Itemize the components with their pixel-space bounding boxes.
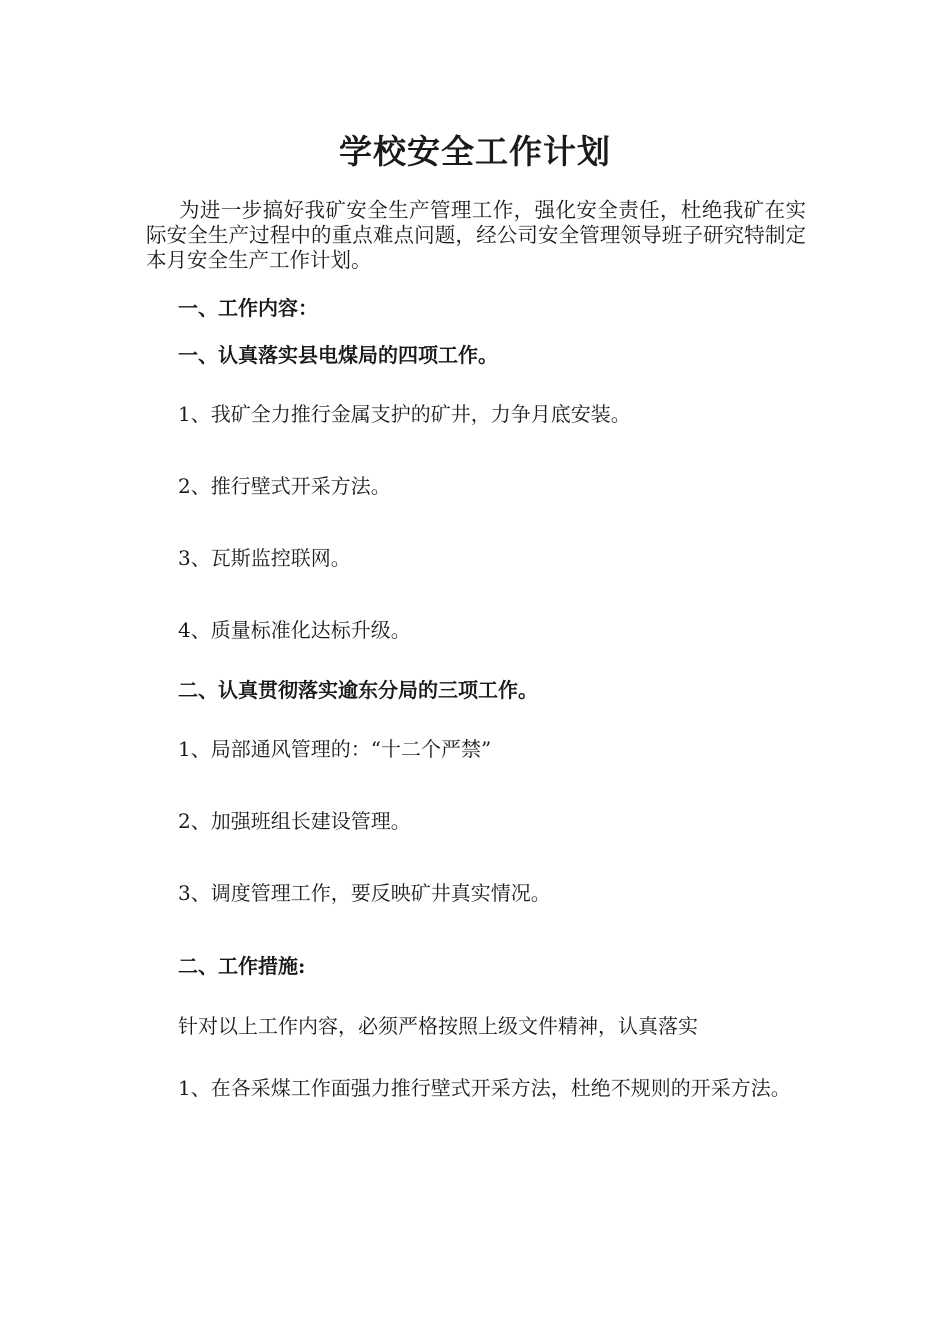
- subsection-heading-four-tasks: 一、认真落实县电煤局的四项工作。: [178, 343, 498, 367]
- list-item: 2、推行壁式开采方法。: [178, 474, 391, 498]
- list-item: 2、加强班组长建设管理。: [178, 809, 411, 833]
- document-title: 学校安全工作计划: [339, 132, 611, 171]
- list-item: 3、瓦斯监控联网。: [178, 546, 351, 570]
- list-item: 3、调度管理工作，要反映矿井真实情况。: [178, 881, 551, 905]
- section-heading-work-content: 一、工作内容：: [178, 296, 318, 320]
- list-item: 4、质量标准化达标升级。: [178, 618, 411, 642]
- list-item: 1、局部通风管理的：“十二个严禁”: [178, 737, 492, 761]
- intro-paragraph: 为进一步搞好我矿安全生产管理工作，强化安全责任，杜绝我矿在实际安全生产过程中的重点难点问题，经公司安全管理领导班子研究特制定本月安全生产工作计划。: [146, 198, 806, 272]
- measures-intro-paragraph: 针对以上工作内容，必须严格按照上级文件精神，认真落实: [178, 1014, 698, 1038]
- measures-item: 1、在各采煤工作面强力推行壁式开采方法，杜绝不规则的开采方法。: [178, 1076, 791, 1100]
- section-heading-work-measures: 二、工作措施:: [178, 954, 306, 978]
- list-item: 1、我矿全力推行金属支护的矿井，力争月底安装。: [178, 402, 631, 426]
- subsection-heading-three-tasks: 二、认真贯彻落实逾东分局的三项工作。: [178, 678, 538, 702]
